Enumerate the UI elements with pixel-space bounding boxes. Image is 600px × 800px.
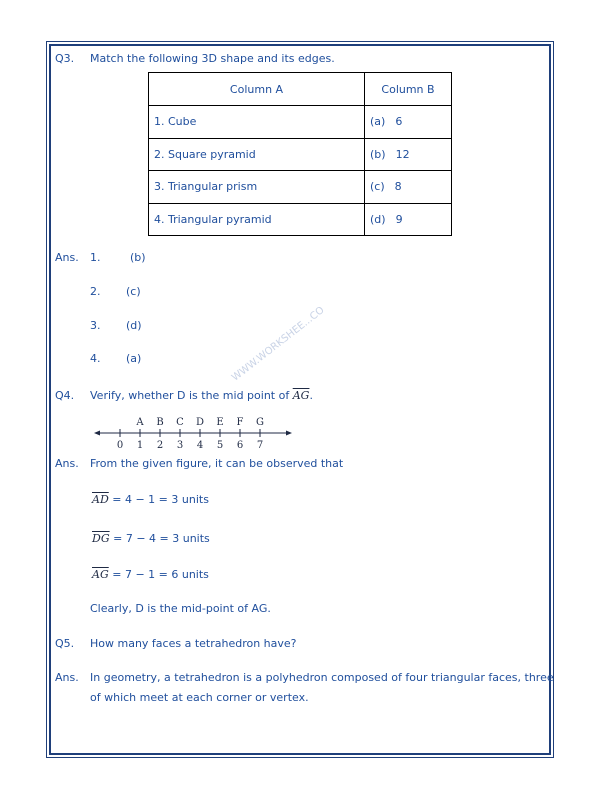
- ans4-conclusion: Clearly, D is the mid-point of AG.: [90, 602, 271, 615]
- option-letter: (a): [370, 115, 386, 129]
- q4-number: Q4.: [55, 389, 75, 402]
- watermark: WWW.WORKSHEE...CO: [230, 304, 327, 384]
- column-b-header: Column B: [365, 73, 452, 106]
- column-a-header: Column A: [149, 73, 365, 106]
- q4-question-text: Verify, whether D is the mid point of: [90, 389, 290, 402]
- match-table: [148, 72, 452, 236]
- tick-label: 6: [236, 440, 244, 451]
- table-header-row: [149, 73, 452, 106]
- q3-question: Match the following 3D shape and its edges.: [90, 52, 335, 65]
- tick-label: 0: [116, 440, 124, 451]
- ans3-item-num: 2.: [90, 285, 101, 298]
- tick-label: 3: [176, 440, 184, 451]
- column-b-cell: [365, 106, 452, 139]
- column-b-cell: [365, 171, 452, 204]
- q5-number: Q5.: [55, 637, 75, 650]
- point-letter: C: [176, 417, 184, 428]
- segment-ag: $\overline{AG}$: [92, 568, 109, 581]
- left-arrow-icon: [94, 431, 100, 436]
- equation-rest: = 7 − 4 = 3 units: [109, 532, 210, 545]
- segment-dg: $\overline{DG}$: [92, 532, 110, 545]
- column-b-cell: [365, 203, 452, 236]
- number-line: [94, 415, 294, 451]
- column-a-cell: 2. Square pyramid: [149, 138, 365, 171]
- q4-segment: $\overline{AG}$: [292, 389, 310, 402]
- option-value: 9: [395, 212, 403, 226]
- option-value: 12: [395, 147, 410, 161]
- table-row: [149, 106, 452, 139]
- column-a-cell: 1. Cube: [149, 106, 365, 139]
- ans3-item-value: (d): [126, 319, 142, 332]
- q4-question-end: .: [309, 389, 313, 402]
- q3-number: Q3.: [55, 52, 75, 65]
- column-b-cell: [365, 138, 452, 171]
- ans3-item-value: (c): [126, 285, 141, 298]
- ans4-equation-1: [92, 493, 209, 506]
- equation-rest: = 7 − 1 = 6 units: [108, 568, 209, 581]
- ans4-equation-3: [92, 568, 209, 581]
- table-row: [149, 138, 452, 171]
- ans3-item-num: 1.: [90, 251, 101, 264]
- segment-ad: $\overline{AD}$: [92, 493, 109, 506]
- option-letter: (d): [370, 212, 386, 226]
- ans5-label: Ans.: [55, 671, 79, 684]
- point-letter: A: [136, 417, 144, 428]
- tick-label: 4: [196, 440, 204, 451]
- ans4-equation-2: [92, 532, 210, 545]
- tick-label: 1: [136, 440, 144, 451]
- ans4-label: Ans.: [55, 457, 79, 470]
- ans4-intro: From the given figure, it can be observed that: [90, 457, 344, 470]
- ans3-item-num: 3.: [90, 319, 101, 332]
- table-row: [149, 171, 452, 204]
- column-a-cell: 4. Triangular pyramid: [149, 203, 365, 236]
- point-letter: B: [156, 417, 164, 428]
- point-letter: E: [216, 417, 224, 428]
- point-letter: D: [195, 417, 205, 428]
- ans3-item-value: (a): [126, 352, 142, 365]
- option-letter: (b): [370, 147, 386, 161]
- option-letter: (c): [370, 180, 385, 194]
- q4-question: [90, 389, 313, 402]
- number-line-letters: [135, 417, 264, 428]
- number-line-numbers: [117, 440, 263, 451]
- q5-question: How many faces a tetrahedron have?: [90, 637, 297, 650]
- equation-rest: = 4 − 1 = 3 units: [108, 493, 209, 506]
- ans5-line-1: In geometry, a tetrahedron is a polyhedron composed of four triangular faces, three: [90, 671, 554, 684]
- tick-label: 5: [216, 440, 224, 451]
- option-value: 8: [394, 180, 402, 194]
- ans3-item-value: (b): [130, 251, 146, 264]
- ans3-label: Ans.: [55, 251, 79, 264]
- tick-label: 2: [156, 440, 164, 451]
- point-letter: F: [236, 417, 244, 428]
- ans3-item-num: 4.: [90, 352, 101, 365]
- point-letter: G: [256, 417, 264, 428]
- table-row: [149, 203, 452, 236]
- tick-label: 7: [256, 440, 264, 451]
- option-value: 6: [395, 115, 403, 129]
- right-arrow-icon: [286, 431, 292, 436]
- column-a-cell: 3. Triangular prism: [149, 171, 365, 204]
- ans5-line-2: of which meet at each corner or vertex.: [90, 691, 309, 704]
